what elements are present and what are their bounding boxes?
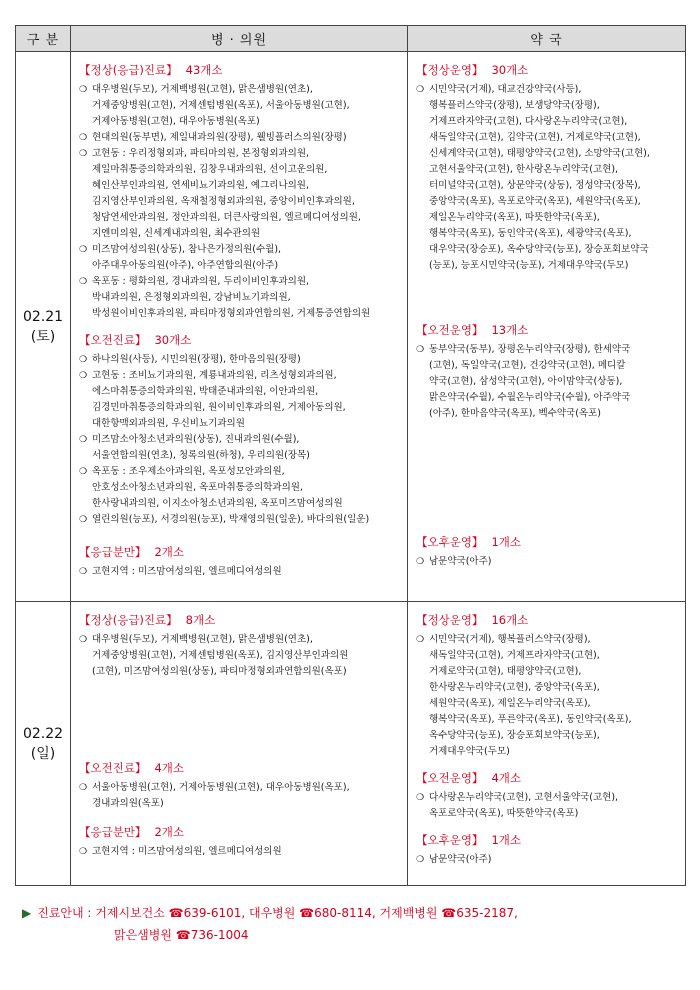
hospital-cell bbox=[71, 602, 408, 886]
section-label: 【오전운영】 bbox=[416, 771, 484, 785]
bullet-icon: ❍ bbox=[79, 783, 88, 793]
list-item-text: 동부약국(동부), 장평온누리약국(장평), 한세약국 (고현), 독일약국(고현), 건강약국(고현), 메디칼 약국(고현), 삼성약국(고현), 아이맘약국(상동), 맑은약국(수월), 수월온누리약국(수월), 아주약국 (아주), 한마음약국(옥포), 벡수약국(옥포) bbox=[429, 344, 631, 419]
pharmacy-section bbox=[416, 770, 679, 822]
bullet-icon: ❍ bbox=[79, 133, 88, 143]
section-count: 30개소 bbox=[154, 333, 192, 347]
section-count: 4개소 bbox=[491, 771, 521, 785]
list-item-text: 시민약국(거제), 대교건강약국(사등), 행복플러스약국(장평), 보생당약국(장평), 거제프라자약국(고현), 다사랑온누리약국(고현), 새독일약국(고현), 김약국(고현), 거제로약국(고현), 신세계약국(고현), 태평양약국(고현), 소망약국(고현), 고현서울약국(고현), 한사랑온누리약국(고현), 터미널약국(고현), 상문약국(상동), 정성약국(장목), 중앙약국(옥포), 옥포로약국(옥포), 세원약국(옥포), 제일온누리약국(옥포), 따뜻한약국(옥포), 행복약국(옥포), 동인약국(옥포), 세광약국(옥포), 대우약국(장승포), 옥수당약국(능포), 장승포회보약국 (능포), 능포시민약국(능포), 거제대우약국(두모) bbox=[429, 84, 650, 271]
list-item-text: 시민약국(거제), 행복플러스약국(장평), 새독일약국(고현), 거제프라자약국(고현), 거제로약국(고현), 태평양약국(고현), 한사랑온누리약국(고현), 중앙약국(옥포), 세원약국(옥포), 제일온누리약국(옥포), 행복약국(옥포), 푸른약국(옥포), 동인약국(옥포), 옥수당약국(능포), 장승포회보약국(능포), 거제대우약국(두모) bbox=[429, 634, 632, 757]
list-item-text: 서울아동병원(고현), 거제아동병원(고현), 대우아동병원(옥포), 경내과의원(옥포) bbox=[92, 782, 350, 809]
list-item-text: 다사랑온누리약국(고현), 고현서울약국(고현), 옥포로약국(옥포), 따뜻한약국(옥포) bbox=[429, 792, 619, 819]
schedule-sheet bbox=[15, 25, 685, 886]
section-label: 【오전진료】 bbox=[79, 761, 147, 775]
section-label: 【오전진료】 bbox=[79, 333, 147, 347]
list-item bbox=[79, 368, 401, 432]
bullet-icon: ❍ bbox=[79, 635, 88, 645]
hospital-section bbox=[79, 760, 401, 812]
date-label: 02.22 bbox=[22, 725, 64, 742]
list-item bbox=[79, 632, 401, 680]
list-item-text: 고현지역 : 미즈맘여성의원, 엘르메디여성의원 bbox=[92, 846, 282, 857]
bullet-icon: ❍ bbox=[79, 567, 88, 577]
list-item bbox=[416, 82, 679, 274]
header-row bbox=[16, 26, 686, 52]
section-count: 30개소 bbox=[491, 63, 529, 77]
weekday-label: (토) bbox=[30, 328, 56, 345]
list-item bbox=[79, 82, 401, 130]
date-cell bbox=[16, 602, 71, 886]
contact-line-2: 맑은샘병원 ☎736-1004 bbox=[114, 928, 249, 942]
section-label: 【오후운영】 bbox=[416, 535, 484, 549]
date-label: 02.21 bbox=[22, 308, 64, 325]
section-count: 13개소 bbox=[491, 323, 529, 337]
list-item-text: 미즈맘여성의원(상동), 참나은가정의원(수월), 아주대우아동의원(아주), 아주연합의원(아주) bbox=[92, 244, 282, 271]
list-item-text: 현대의원(동부면), 제일내과의원(장평), 웰빙플러스의원(장평) bbox=[92, 132, 347, 143]
section-count: 43개소 bbox=[185, 63, 223, 77]
contact-line-1: 진료안내 : 거제시보건소 ☎639-6101, 대우병원 ☎680-8114, 거제백병원 ☎635-2187, bbox=[37, 906, 518, 920]
day-row bbox=[16, 52, 686, 602]
section-count: 4개소 bbox=[154, 761, 184, 775]
list-item bbox=[416, 790, 679, 822]
list-item bbox=[416, 852, 679, 868]
header-category: 구 분 bbox=[16, 26, 71, 52]
section-count: 1개소 bbox=[491, 833, 521, 847]
hospital-section bbox=[79, 332, 401, 528]
pharmacy-section bbox=[416, 612, 679, 760]
bullet-icon: ❍ bbox=[79, 355, 88, 365]
section-count: 1개소 bbox=[491, 535, 521, 549]
list-item-text: 열린의원(능포), 서경의원(능포), 박재영의원(일운), 바다의원(일운) bbox=[92, 514, 370, 525]
list-item bbox=[79, 512, 401, 528]
bullet-icon: ❍ bbox=[416, 793, 425, 803]
date-cell bbox=[16, 52, 71, 602]
section-label: 【정상(응급)진료】 bbox=[79, 613, 178, 627]
section-count: 2개소 bbox=[154, 545, 184, 559]
bullet-icon: ❍ bbox=[79, 847, 88, 857]
list-item-text: 남문약국(아주) bbox=[429, 854, 492, 865]
bullet-icon: ❍ bbox=[79, 85, 88, 95]
schedule-table bbox=[15, 25, 686, 886]
list-item-text: 고현동 : 우리정형외과, 파티마의원, 본정형외과의원, 제일마취통증의학과의원, 김창우내과의원, 선이고운의원, 혜인산부인과의원, 연세비뇨기과의원, 예그리나의원, 김지영산부인과의원, 옥재철정형외과의원, 중앙이비인후과의원, 청담연세안과의원, 정안과의원, 더큰사랑의원, 엘르메디여성의원, 지엔미의원, 신세계내과의원, 최수관의원 bbox=[92, 148, 361, 239]
bullet-icon: ❍ bbox=[416, 855, 425, 865]
bullet-icon: ❍ bbox=[416, 85, 425, 95]
pharmacy-section bbox=[416, 322, 679, 422]
list-item-text: 미즈맘소아청소년과의원(상동), 진내과의원(수월), 서울연합의원(연초), 청록의원(하청), 우리의원(장목) bbox=[92, 434, 310, 461]
triangle-right-icon: ▶ bbox=[22, 906, 32, 920]
pharmacy-section bbox=[416, 534, 679, 570]
list-item bbox=[79, 352, 401, 368]
bullet-icon: ❍ bbox=[79, 435, 88, 445]
list-item-text: 남문약국(아주) bbox=[429, 556, 492, 567]
list-item-text: 옥포동 : 조우제소아과의원, 옥포성모안과의원, 안호성소아청소년과의원, 옥포마취통증의학과의원, 한사랑내과의원, 이지소아청소년과의원, 옥포미즈맘여성의원 bbox=[92, 466, 343, 509]
list-item-text: 고현동 : 조비뇨기과의원, 계룡내과의원, 리츠성형외과의원, 에스마취통증의학과의원, 박태준내과의원, 이안과의원, 김경민마취통증의학과의원, 원이비인후과의원, 거제아동의원, 대한항맥외과의원, 우신비뇨기과의원 bbox=[92, 370, 346, 429]
list-item bbox=[79, 844, 401, 860]
list-item bbox=[79, 564, 401, 580]
list-item bbox=[79, 242, 401, 274]
hospital-cell bbox=[71, 52, 408, 602]
pharmacy-section bbox=[416, 832, 679, 868]
list-item-text: 고현지역 : 미즈맘여성의원, 엘르메디여성의원 bbox=[92, 566, 282, 577]
section-label: 【응급분만】 bbox=[79, 825, 147, 839]
section-label: 【오후운영】 bbox=[416, 833, 484, 847]
list-item-text: 하나의원(사등), 시민의원(장평), 한마음의원(장평) bbox=[92, 354, 301, 365]
section-label: 【응급분만】 bbox=[79, 545, 147, 559]
pharmacy-section bbox=[416, 62, 679, 274]
list-item bbox=[79, 780, 401, 812]
bullet-icon: ❍ bbox=[79, 467, 88, 477]
section-label: 【정상운영】 bbox=[416, 613, 484, 627]
bullet-icon: ❍ bbox=[79, 371, 88, 381]
list-item-text: 대우병원(두모), 거제백병원(고현), 맑은샘병원(연초), 거제중앙병원(고현), 거제센텀병원(옥포), 김지영산부인과의원 (고현), 미즈맘여성의원(상동), 파티마정형외과연합의원(옥포) bbox=[92, 634, 349, 677]
header-pharmacies: 약 국 bbox=[408, 26, 686, 52]
pharmacy-cell bbox=[408, 52, 686, 602]
pharmacy-cell bbox=[408, 602, 686, 886]
list-item bbox=[79, 432, 401, 464]
section-label: 【오전운영】 bbox=[416, 323, 484, 337]
bullet-icon: ❍ bbox=[79, 149, 88, 159]
contact-footer bbox=[22, 902, 682, 946]
bullet-icon: ❍ bbox=[79, 245, 88, 255]
section-count: 8개소 bbox=[185, 613, 216, 627]
list-item bbox=[79, 146, 401, 242]
hospital-section bbox=[79, 544, 401, 580]
list-item-text: 옥포동 : 평화의원, 경내과의원, 두리이비인후과의원, 박내과의원, 은정형외과의원, 강남비뇨기과의원, 박성원이비인후과의원, 파티마정형외과연합의원, 거제통증연합의원 bbox=[92, 276, 371, 319]
bullet-icon: ❍ bbox=[416, 557, 425, 567]
bullet-icon: ❍ bbox=[79, 277, 88, 287]
day-row bbox=[16, 602, 686, 886]
section-label: 【정상(응급)진료】 bbox=[79, 63, 178, 77]
hospital-section bbox=[79, 824, 401, 860]
hospital-section bbox=[79, 62, 401, 322]
section-count: 2개소 bbox=[154, 825, 184, 839]
list-item bbox=[79, 130, 401, 146]
list-item bbox=[416, 554, 679, 570]
list-item bbox=[416, 342, 679, 422]
bullet-icon: ❍ bbox=[416, 345, 425, 355]
hospital-section bbox=[79, 612, 401, 680]
list-item-text: 대우병원(두모), 거제백병원(고현), 맑은샘병원(연초), 거제중앙병원(고현), 거제센텀병원(옥포), 서울아동병원(고현), 거제아동병원(고현), 대우아동병원(옥포) bbox=[92, 84, 350, 127]
header-hospitals: 병 · 의원 bbox=[71, 26, 408, 52]
weekday-label: (일) bbox=[30, 745, 56, 762]
bullet-icon: ❍ bbox=[79, 515, 88, 525]
section-count: 16개소 bbox=[491, 613, 529, 627]
list-item bbox=[416, 632, 679, 760]
section-label: 【정상운영】 bbox=[416, 63, 484, 77]
list-item bbox=[79, 464, 401, 512]
bullet-icon: ❍ bbox=[416, 635, 425, 645]
list-item bbox=[79, 274, 401, 322]
